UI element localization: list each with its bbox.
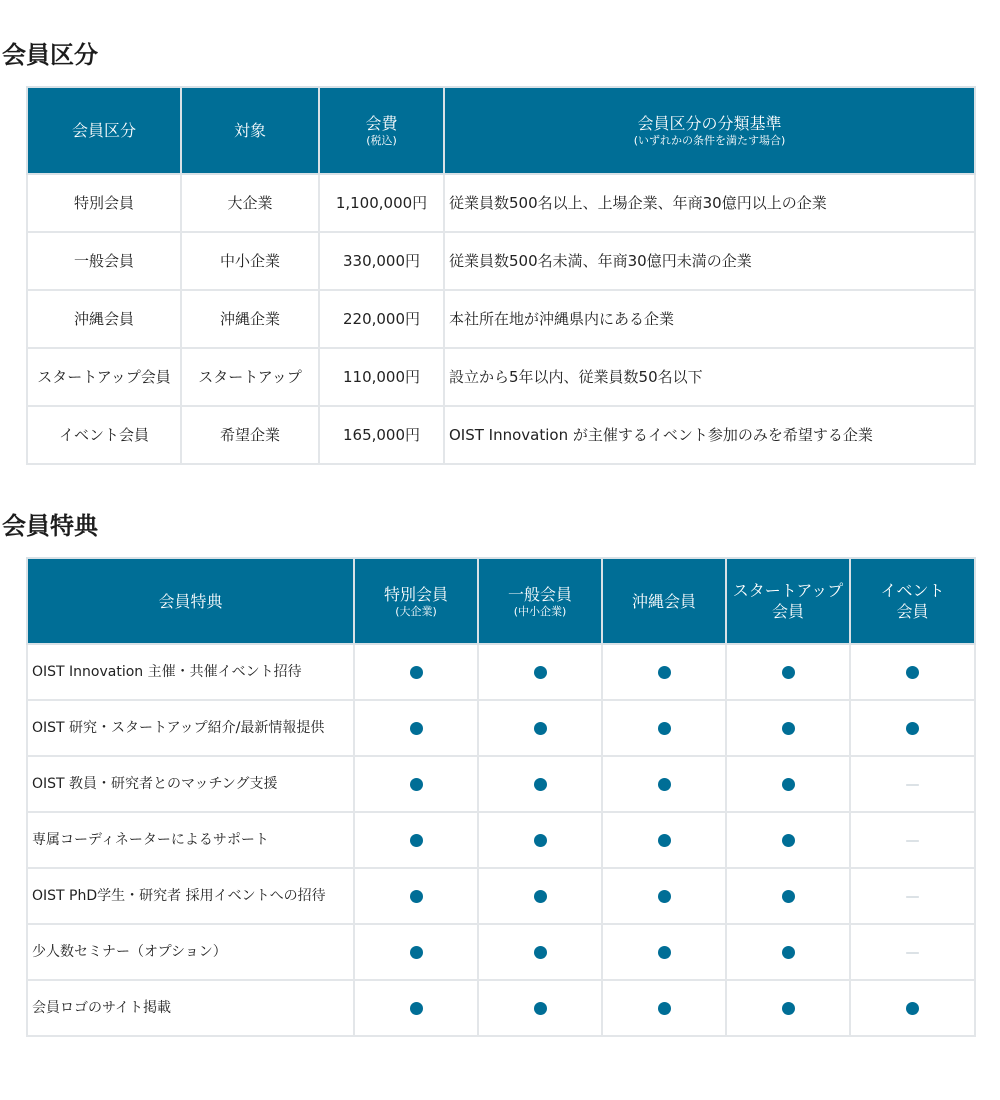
benefit-cell: 少人数セミナー（オプション） [27, 924, 354, 980]
benefit-cell: OIST 教員・研究者とのマッチング支援 [27, 756, 354, 812]
table-row [27, 232, 975, 290]
availability-cell-startup [726, 868, 850, 924]
membership-categories-heading: 会員区分 [2, 41, 98, 69]
fee-cell: 220,000円 [319, 290, 444, 348]
header-general-label: 一般会員 [507, 584, 572, 604]
included-dot-icon [410, 778, 423, 791]
fee-cell: 110,000円 [319, 348, 444, 406]
fee-cell: 330,000円 [319, 232, 444, 290]
availability-cell-general [478, 812, 602, 868]
availability-cell-startup [726, 756, 850, 812]
availability-cell-general [478, 756, 602, 812]
benefit-cell: 会員ロゴのサイト掲載 [27, 980, 354, 1036]
header-event [850, 558, 975, 644]
included-dot-icon [410, 946, 423, 959]
availability-cell-special [354, 812, 478, 868]
header-event-line2: 会員 [896, 602, 929, 621]
criteria-cell: OIST Innovation が主催するイベント参加のみを希望する企業 [444, 406, 975, 464]
table-header-row [27, 87, 975, 174]
header-fee-label: 会費 [365, 114, 398, 133]
included-dot-icon [906, 1002, 919, 1015]
availability-cell-startup [726, 924, 850, 980]
included-dot-icon [658, 1002, 671, 1015]
availability-cell-special [354, 644, 478, 700]
category-cell: 特別会員 [27, 174, 181, 232]
included-dot-icon [534, 778, 547, 791]
availability-cell-special [354, 700, 478, 756]
availability-cell-special [354, 980, 478, 1036]
included-dot-icon [658, 834, 671, 847]
included-dot-icon [410, 890, 423, 903]
availability-cell-event [850, 700, 975, 756]
included-dot-icon [658, 722, 671, 735]
not-included-dash: — [905, 888, 920, 905]
header-category: 会員区分 [27, 87, 181, 174]
included-dot-icon [782, 1002, 795, 1015]
included-dot-icon [410, 1002, 423, 1015]
availability-cell-startup [726, 812, 850, 868]
included-dot-icon [410, 666, 423, 679]
table-header-row [27, 558, 975, 644]
table-row [27, 700, 975, 756]
included-dot-icon [782, 890, 795, 903]
header-general [478, 558, 602, 644]
not-included-dash: — [905, 776, 920, 793]
header-special-label: 特別会員 [383, 584, 448, 604]
target-cell: 希望企業 [181, 406, 319, 464]
availability-cell-okinawa [602, 756, 726, 812]
header-target: 対象 [181, 87, 319, 174]
table-row [27, 290, 975, 348]
availability-cell-okinawa [602, 980, 726, 1036]
included-dot-icon [782, 666, 795, 679]
header-startup-line2: 会員 [771, 602, 804, 621]
availability-cell-startup [726, 700, 850, 756]
availability-cell-event [850, 980, 975, 1036]
fee-cell: 165,000円 [319, 406, 444, 464]
header-startup-line1: スタートアップ [732, 581, 844, 600]
table-row [27, 644, 975, 700]
availability-cell-okinawa [602, 700, 726, 756]
header-general-note: (中小企業) [513, 604, 567, 618]
header-fee-note: (税込) [366, 134, 397, 147]
availability-cell-startup [726, 980, 850, 1036]
availability-cell-event [850, 924, 975, 980]
availability-cell-okinawa [602, 868, 726, 924]
category-cell: イベント会員 [27, 406, 181, 464]
not-included-dash: — [905, 944, 920, 961]
included-dot-icon [906, 722, 919, 735]
availability-cell-general [478, 924, 602, 980]
included-dot-icon [782, 778, 795, 791]
target-cell: 中小企業 [181, 232, 319, 290]
table-row [27, 868, 975, 924]
availability-cell-okinawa [602, 812, 726, 868]
table-row [27, 174, 975, 232]
category-cell: 沖縄会員 [27, 290, 181, 348]
criteria-cell: 本社所在地が沖縄県内にある企業 [444, 290, 975, 348]
header-fee [319, 87, 444, 174]
included-dot-icon [658, 778, 671, 791]
header-criteria [444, 87, 975, 174]
availability-cell-event [850, 756, 975, 812]
category-cell: 一般会員 [27, 232, 181, 290]
included-dot-icon [534, 834, 547, 847]
table-row [27, 348, 975, 406]
benefit-cell: OIST PhD学生・研究者 採用イベントへの招待 [27, 868, 354, 924]
availability-cell-event [850, 644, 975, 700]
fee-cell: 1,100,000円 [319, 174, 444, 232]
availability-cell-general [478, 644, 602, 700]
included-dot-icon [410, 834, 423, 847]
benefit-cell: OIST 研究・スタートアップ紹介/最新情報提供 [27, 700, 354, 756]
availability-cell-event [850, 812, 975, 868]
table-row [27, 406, 975, 464]
included-dot-icon [534, 1002, 547, 1015]
availability-cell-special [354, 868, 478, 924]
header-special-note: (大企業) [395, 604, 437, 618]
included-dot-icon [534, 890, 547, 903]
included-dot-icon [658, 666, 671, 679]
table-row [27, 812, 975, 868]
availability-cell-special [354, 756, 478, 812]
availability-cell-special [354, 924, 478, 980]
included-dot-icon [658, 946, 671, 959]
table-row [27, 980, 975, 1036]
availability-cell-startup [726, 644, 850, 700]
included-dot-icon [782, 834, 795, 847]
availability-cell-general [478, 980, 602, 1036]
table-row [27, 756, 975, 812]
membership-benefits-heading: 会員特典 [2, 512, 98, 540]
header-okinawa: 沖縄会員 [602, 558, 726, 644]
included-dot-icon [534, 666, 547, 679]
included-dot-icon [782, 722, 795, 735]
membership-benefits-table [26, 557, 976, 1037]
availability-cell-okinawa [602, 644, 726, 700]
included-dot-icon [534, 946, 547, 959]
header-criteria-note: (いずれかの条件を満たす場合) [633, 134, 786, 147]
benefit-cell: 専属コーディネーターによるサポート [27, 812, 354, 868]
header-benefit: 会員特典 [27, 558, 354, 644]
criteria-cell: 従業員数500名以上、上場企業、年商30億円以上の企業 [444, 174, 975, 232]
target-cell: 大企業 [181, 174, 319, 232]
criteria-cell: 従業員数500名未満、年商30億円未満の企業 [444, 232, 975, 290]
included-dot-icon [410, 722, 423, 735]
header-special [354, 558, 478, 644]
benefit-cell: OIST Innovation 主催・共催イベント招待 [27, 644, 354, 700]
table-row [27, 924, 975, 980]
included-dot-icon [658, 890, 671, 903]
header-startup [726, 558, 850, 644]
target-cell: 沖縄企業 [181, 290, 319, 348]
header-criteria-label: 会員区分の分類基準 [637, 114, 782, 133]
availability-cell-event [850, 868, 975, 924]
membership-categories-table [26, 86, 976, 465]
not-included-dash: — [905, 832, 920, 849]
header-event-line1: イベント [880, 581, 945, 600]
availability-cell-okinawa [602, 924, 726, 980]
included-dot-icon [534, 722, 547, 735]
availability-cell-general [478, 700, 602, 756]
target-cell: スタートアップ [181, 348, 319, 406]
benefits-table-body [27, 644, 975, 1036]
availability-cell-general [478, 868, 602, 924]
category-cell: スタートアップ会員 [27, 348, 181, 406]
criteria-cell: 設立から5年以内、従業員数50名以下 [444, 348, 975, 406]
included-dot-icon [782, 946, 795, 959]
included-dot-icon [906, 666, 919, 679]
